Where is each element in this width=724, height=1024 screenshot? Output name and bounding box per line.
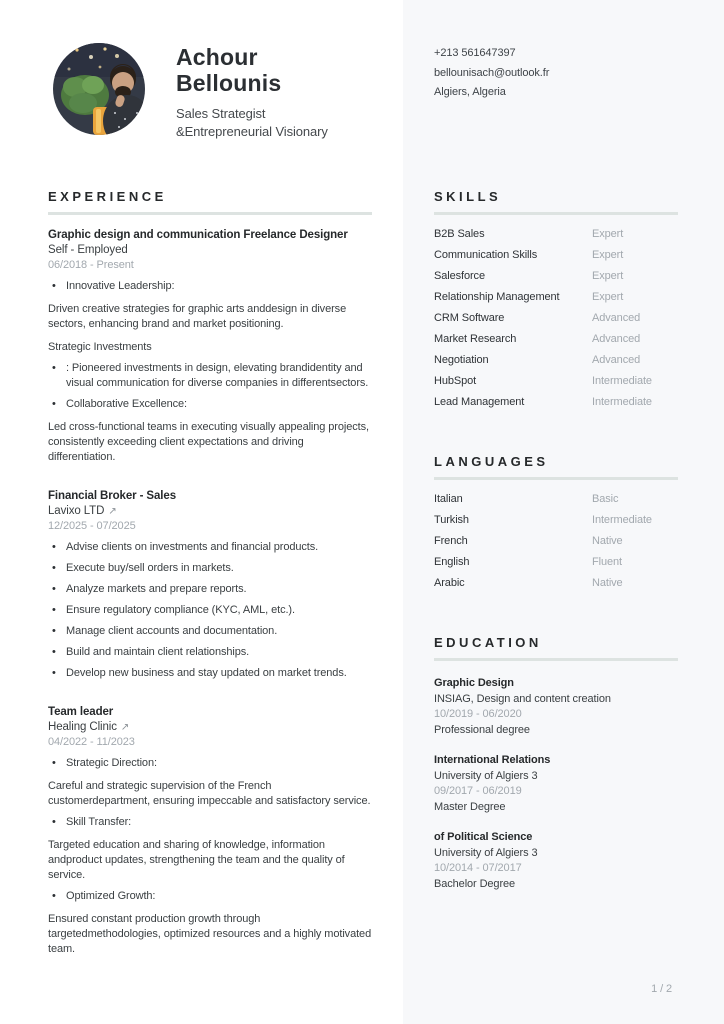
job-detail-item: • Optimized Growth: xyxy=(48,889,372,904)
skill-row xyxy=(434,371,678,392)
job-detail-item: Careful and strategic supervision of the French customerdepartment, ensuring impeccable and satisfactory service. xyxy=(48,780,371,807)
education-degree: Graphic Design xyxy=(434,677,514,689)
job-dates: 12/2025 - 07/2025 xyxy=(48,520,136,532)
skill-name: Market Research xyxy=(434,333,517,345)
education-degree-type: Professional degree xyxy=(434,723,530,736)
job-detail-item: • Strategic Direction: xyxy=(48,756,372,771)
skill-level: Advanced xyxy=(592,333,641,345)
job-title: Financial Broker - Sales xyxy=(48,490,176,502)
skill-row xyxy=(434,224,678,245)
skill-name: B2B Sales xyxy=(434,228,485,240)
job-detail-item: • Analyze markets and prepare reports. xyxy=(48,582,372,597)
skills-list xyxy=(434,224,678,413)
skill-level: Expert xyxy=(592,249,624,261)
job-title: Graphic design and communication Freelance Designer xyxy=(48,229,348,241)
language-level: Fluent xyxy=(592,556,622,568)
avatar xyxy=(53,43,145,135)
contact-location: Algiers, Algeria xyxy=(434,86,506,98)
education-section xyxy=(434,635,678,892)
education-dates: 10/2014 - 07/2017 xyxy=(434,862,522,874)
experience-heading: EXPERIENCE xyxy=(48,189,167,204)
job-entry xyxy=(48,705,372,957)
job-entry xyxy=(48,489,372,681)
skill-name: CRM Software xyxy=(434,312,505,324)
header-name-block xyxy=(176,44,396,141)
education-school: INSIAG, Design and content creation xyxy=(434,692,611,705)
language-level: Native xyxy=(592,535,623,547)
job-title: Team leader xyxy=(48,706,114,718)
skill-name: Relationship Management xyxy=(434,291,560,303)
skill-row xyxy=(434,308,678,329)
job-detail-item: • Build and maintain client relationships. xyxy=(48,645,372,660)
job-detail-item: Targeted education and sharing of knowledge, information andproduct updates, strengthening the team and the quality of service. xyxy=(48,839,345,881)
company-name: Self - Employed xyxy=(48,244,128,256)
education-degree-type: Bachelor Degree xyxy=(434,877,516,890)
section-divider xyxy=(434,658,678,661)
language-level: Basic xyxy=(592,493,619,505)
experience-section xyxy=(48,189,372,981)
section-divider xyxy=(48,212,372,215)
job-detail-item: • Skill Transfer: xyxy=(48,815,372,830)
job-detail-item: • : Pioneered investments in design, elevating brandidentity and visual communication for diverse companies in differentsectors. xyxy=(48,361,372,391)
education-dates: 10/2019 - 06/2020 xyxy=(434,708,522,720)
job-detail-item: • Develop new business and stay updated on market trends. xyxy=(48,666,372,681)
skill-row xyxy=(434,350,678,371)
company-name: Healing Clinic xyxy=(48,721,117,733)
language-row xyxy=(434,531,678,552)
skill-row xyxy=(434,287,678,308)
job-dates: 06/2018 - Present xyxy=(48,259,134,271)
contact-block xyxy=(434,44,694,103)
skill-row xyxy=(434,392,678,413)
company-name: Lavixo LTD xyxy=(48,505,105,517)
job-detail-item: • Advise clients on investments and financial products. xyxy=(48,540,372,555)
education-entry xyxy=(434,753,678,815)
language-name: Italian xyxy=(434,493,463,505)
job-list xyxy=(48,228,372,957)
skill-level: Expert xyxy=(592,270,624,282)
avatar-photo-illustration xyxy=(53,43,145,135)
job-detail-item: • Collaborative Excellence: xyxy=(48,397,372,412)
languages-heading: LANGUAGES xyxy=(434,454,549,469)
education-entry xyxy=(434,676,678,738)
education-heading: EDUCATION xyxy=(434,635,542,650)
skill-row xyxy=(434,266,678,287)
title-line-1: Sales Strategist xyxy=(176,106,266,121)
skill-name: Salesforce xyxy=(434,270,485,282)
language-row xyxy=(434,552,678,573)
job-company xyxy=(48,720,372,735)
education-school: University of Algiers 3 xyxy=(434,846,538,859)
job-company xyxy=(48,243,372,258)
language-level: Native xyxy=(592,577,623,589)
skill-row xyxy=(434,329,678,350)
skill-name: Lead Management xyxy=(434,396,525,408)
education-entry xyxy=(434,830,678,892)
job-detail-item: Driven creative strategies for graphic arts anddesign in diverse sectors, enhancing brand and market positioning. xyxy=(48,303,347,330)
skill-level: Expert xyxy=(592,228,624,240)
education-dates: 09/2017 - 06/2019 xyxy=(434,785,522,797)
language-name: Turkish xyxy=(434,514,469,526)
job-detail-item: Led cross-functional teams in executing visually appealing projects, consistently exceeding client expectations and driving differentiation. xyxy=(48,421,369,463)
education-list xyxy=(434,676,678,892)
language-row xyxy=(434,510,678,531)
sidebar-sections xyxy=(434,189,678,892)
job-entry xyxy=(48,228,372,465)
contact-email: bellounisach@outlook.fr xyxy=(434,66,550,79)
job-detail-item: • Execute buy/sell orders in markets. xyxy=(48,561,372,576)
skill-level: Intermediate xyxy=(592,375,652,387)
section-divider xyxy=(434,477,678,480)
section-divider xyxy=(434,212,678,215)
job-detail-item: • Ensure regulatory compliance (KYC, AML, etc.). xyxy=(48,603,372,618)
language-row xyxy=(434,489,678,510)
language-level: Intermediate xyxy=(592,514,652,526)
skill-level: Intermediate xyxy=(592,396,652,408)
skill-level: Advanced xyxy=(592,312,641,324)
job-detail-list xyxy=(48,279,372,465)
job-detail-item: Ensured constant production growth through targetedmethodologies, optimized resources and a highly motivated team. xyxy=(48,913,372,955)
skills-section xyxy=(434,189,678,413)
job-detail-item: • Manage client accounts and documentation. xyxy=(48,624,372,639)
skill-name: Communication Skills xyxy=(434,249,538,261)
job-dates: 04/2022 - 11/2023 xyxy=(48,736,135,748)
language-name: Arabic xyxy=(434,577,465,589)
external-link-icon[interactable]: ↗ xyxy=(108,506,117,517)
education-degree: of Political Science xyxy=(434,831,533,843)
skill-name: HubSpot xyxy=(434,375,477,387)
skills-heading: SKILLS xyxy=(434,189,502,204)
external-link-icon[interactable]: ↗ xyxy=(120,722,130,733)
skill-name: Negotiation xyxy=(434,354,489,366)
languages-section xyxy=(434,454,678,594)
first-name: Achour xyxy=(176,44,258,70)
page-indicator: 1 / 2 xyxy=(651,983,672,995)
job-detail-item: • Innovative Leadership: xyxy=(48,279,372,294)
job-detail-list xyxy=(48,756,372,957)
job-detail-list xyxy=(48,540,372,681)
education-degree-type: Master Degree xyxy=(434,800,506,813)
language-name: French xyxy=(434,535,468,547)
languages-list xyxy=(434,489,678,594)
title-line-2: &Entrepreneurial Visionary xyxy=(176,124,328,139)
skill-level: Expert xyxy=(592,291,624,303)
contact-phone: +213 561647397 xyxy=(434,47,516,59)
education-school: University of Algiers 3 xyxy=(434,769,538,782)
job-company xyxy=(48,504,372,519)
last-name: Bellounis xyxy=(176,70,282,96)
job-detail-item: Strategic Investments xyxy=(48,341,152,353)
skill-level: Advanced xyxy=(592,354,641,366)
education-degree: International Relations xyxy=(434,754,551,766)
skill-row xyxy=(434,245,678,266)
professional-title xyxy=(176,105,396,141)
language-name: English xyxy=(434,556,470,568)
language-row xyxy=(434,573,678,594)
